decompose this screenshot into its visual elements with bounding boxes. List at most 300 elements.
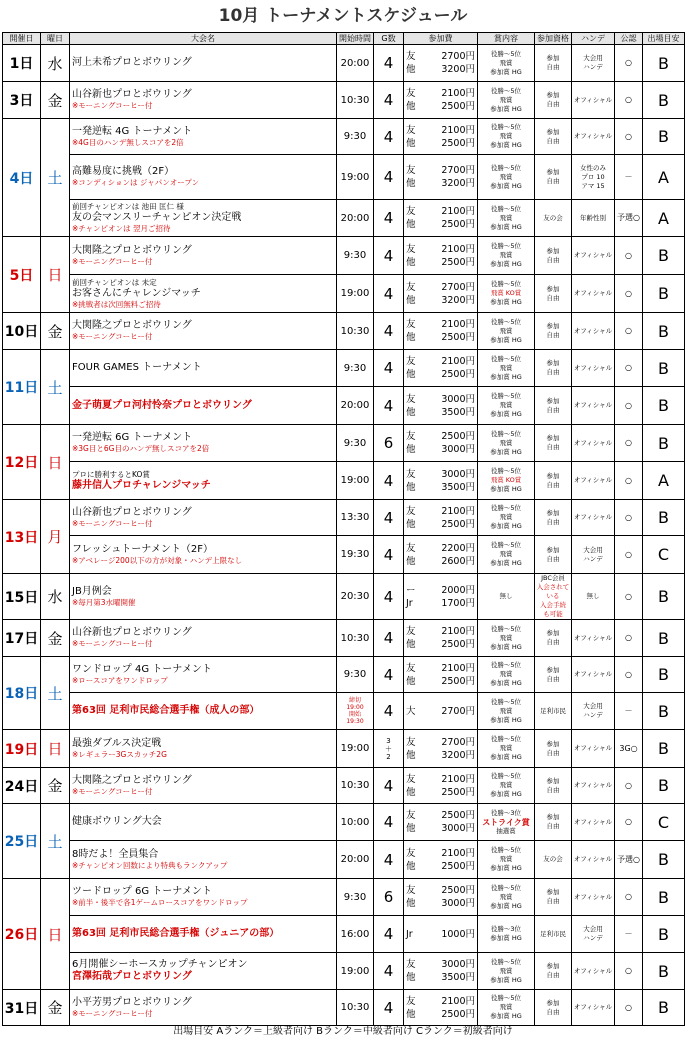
fee-amount: 3200円: [441, 749, 475, 761]
level-rank: B: [643, 350, 685, 387]
prize-line: ストライク賞: [482, 817, 530, 827]
event-name[interactable]: 小平芳男プロとボウリング: [72, 996, 192, 1008]
fee-amount: 3500円: [441, 406, 475, 418]
event-name[interactable]: 河上未希プロとボウリング: [72, 57, 192, 68]
prize: [478, 350, 535, 387]
prize-line: 役勝～5位: [490, 883, 522, 892]
level-rank: B: [643, 82, 685, 119]
event-weekday: 土: [41, 119, 70, 237]
qualification-line: 参加: [546, 434, 560, 442]
fee-amount: 2100円: [441, 505, 475, 517]
prize: [478, 768, 535, 804]
fee-amount: 3200円: [441, 64, 475, 75]
certified-mark: －: [615, 693, 643, 730]
event-name[interactable]: ワンドロップ 4G トーナメント: [72, 663, 212, 675]
event-name[interactable]: 藤井信人プロチャレンジマッチ: [72, 479, 211, 491]
qualification-line: 自由: [546, 554, 560, 563]
event-date: 12日: [3, 425, 41, 500]
fee-amount: 2700円: [441, 705, 475, 717]
prize-line: 参加賞 HG: [490, 222, 522, 231]
entry-fee: [404, 275, 478, 313]
start-time: [337, 693, 374, 730]
prize-line: 参加賞 HG: [490, 901, 522, 910]
handicap: [572, 916, 615, 953]
entry-fee: [404, 916, 478, 953]
header-handicap: ハンデ: [572, 33, 615, 45]
handicap: [572, 462, 615, 500]
event-note: ※チャンピオンは 翌月ご招待: [72, 224, 171, 233]
qualification-line: 自由: [546, 480, 560, 489]
level-rank: B: [643, 313, 685, 350]
certified-mark: ○: [615, 657, 643, 693]
qualification-line: 自由: [546, 293, 560, 302]
qualification-line: 足利市民: [540, 706, 566, 715]
event-cell[interactable]: [70, 879, 337, 916]
start-time: 9:30: [337, 425, 374, 462]
event-note: ※挑戦者は次回無料ご招待: [72, 299, 161, 309]
prize-line: 飛賞: [499, 966, 513, 975]
fee-type: 他: [406, 823, 416, 834]
level-rank: B: [643, 500, 685, 536]
certified-mark: ○: [615, 387, 643, 425]
prize-line: 飛賞: [499, 513, 513, 521]
event-cell[interactable]: [70, 45, 337, 82]
fee-amount: 2500円: [441, 256, 475, 268]
start-time: 20:00: [337, 200, 374, 237]
fee-line: [406, 555, 475, 568]
event-cell[interactable]: [70, 275, 337, 313]
header-games: G数: [374, 33, 404, 45]
start-time: 19:00: [337, 275, 374, 313]
fee-amount: 2500円: [441, 860, 475, 872]
event-note: ※アベレージ200以下の方が対象・ハンデ上限なし: [72, 555, 243, 565]
fee-line: [406, 847, 475, 860]
event-name[interactable]: 金子萌夏プロ河村怜奈プロとボウリング: [72, 399, 252, 411]
entry-fee: [404, 462, 478, 500]
start-time: 19:00: [337, 730, 374, 768]
event-note: ※前半・後半で各1ゲームロースコアをワンドロップ: [72, 898, 248, 907]
prize-line: 役勝～5位: [490, 354, 522, 363]
handicap-line: オフィシャル: [573, 363, 613, 372]
prize-line: 飛賞: [499, 670, 513, 678]
fee-amount: 2100円: [441, 847, 475, 859]
prize: [478, 462, 535, 500]
prize-line: 役勝～5位: [490, 697, 522, 706]
event-date: 24日: [3, 768, 41, 804]
game-note: 2: [386, 752, 391, 761]
prize-line: 参加賞 HG: [490, 559, 522, 567]
event-cell[interactable]: [70, 155, 337, 200]
event-cell[interactable]: [70, 620, 337, 657]
handicap: [572, 155, 615, 200]
prize: [478, 82, 535, 119]
fee-amount: 1000円: [441, 928, 475, 940]
event-weekday: 水: [41, 45, 70, 82]
event-note: ※チャンピオン回数により特典もランクアップ: [72, 860, 228, 870]
table-row: [3, 657, 685, 693]
handicap: [572, 657, 615, 693]
event-name[interactable]: 最強ダブルス決定戦: [72, 737, 162, 749]
level-rank: B: [643, 574, 685, 620]
time-note: 締切: [348, 697, 361, 704]
event-date: 1日: [3, 45, 41, 82]
qualification: [535, 620, 572, 657]
fee-line: [406, 87, 475, 100]
fee-type: 友: [406, 736, 416, 748]
handicap-line: プロ 10: [581, 172, 605, 181]
fee-amount: 2700円: [441, 281, 475, 293]
start-time: 10:30: [337, 82, 374, 119]
qualification: [535, 237, 572, 275]
table-row: [3, 879, 685, 916]
prize: [478, 990, 535, 1026]
fee-type: 他: [406, 219, 416, 230]
game-count: 4: [374, 953, 404, 990]
event-weekday: 日: [41, 237, 70, 313]
qualification: [535, 574, 572, 620]
handicap: [572, 500, 615, 536]
event-name[interactable]: 6月開催シーホースカップチャンピオン: [72, 959, 248, 970]
event-note: ※モーニングコーヒー付: [72, 1008, 153, 1018]
event-cell[interactable]: [70, 916, 337, 953]
event-date: 18日: [3, 657, 41, 730]
qualification: [535, 953, 572, 990]
qualification-line: 参加: [546, 508, 560, 517]
entry-fee: [404, 841, 478, 879]
start-time: 9:30: [337, 237, 374, 275]
time-note: 19:00: [346, 704, 364, 711]
prize: [478, 879, 535, 916]
table-row: [3, 953, 685, 990]
fee-amount: 2500円: [441, 332, 475, 343]
fee-amount: 2500円: [441, 1008, 475, 1020]
event-cell[interactable]: [70, 953, 337, 990]
fee-line: [406, 393, 475, 406]
event-cell[interactable]: [70, 804, 337, 841]
game-count: [374, 730, 404, 768]
prize-line: 参加賞 HG: [490, 298, 522, 306]
event-cell[interactable]: [70, 425, 337, 462]
level-rank: C: [643, 536, 685, 574]
level-rank: B: [643, 425, 685, 462]
start-time: 19:30: [337, 536, 374, 574]
level-rank: B: [643, 990, 685, 1026]
event-cell[interactable]: [70, 574, 337, 620]
start-time: 10:30: [337, 990, 374, 1026]
start-time: 19:00: [337, 462, 374, 500]
handicap-line: ハンデ: [583, 711, 603, 719]
certified-mark: ○: [615, 574, 643, 620]
fee-amount: 2600円: [441, 555, 475, 567]
qualification-line: 参加: [546, 665, 560, 674]
event-weekday: 土: [41, 657, 70, 730]
handicap-line: ハンデ: [583, 934, 603, 942]
table-row: [3, 350, 685, 387]
handicap: [572, 82, 615, 119]
handicap-line: オフィシャル: [573, 781, 613, 789]
event-cell[interactable]: [70, 350, 337, 387]
event-cell[interactable]: [70, 657, 337, 693]
event-cell[interactable]: [70, 841, 337, 879]
event-note: ※モーニングコーヒー付: [72, 256, 153, 266]
qualification-line: 自由: [546, 177, 560, 185]
fee-line: [406, 164, 475, 177]
event-name[interactable]: お客さんにチャレンジマッチ: [72, 287, 201, 299]
fee-line: [406, 662, 475, 675]
event-date: 4日: [3, 119, 41, 237]
event-name[interactable]: 第63回 足利市民総合選手権（ジュニアの部）: [72, 928, 280, 939]
event-cell[interactable]: [70, 536, 337, 574]
fee-line: [406, 205, 475, 218]
event-cell[interactable]: [70, 768, 337, 804]
fee-line: [406, 505, 475, 518]
qualification-line: 自由: [546, 748, 560, 757]
time-note: 開始: [348, 711, 361, 718]
start-time: 10:30: [337, 313, 374, 350]
qualification-line: 自由: [546, 674, 560, 683]
event-cell[interactable]: [70, 500, 337, 536]
fee-line: [406, 597, 475, 610]
game-count: 4: [374, 350, 404, 387]
event-cell[interactable]: [70, 82, 337, 119]
qualification-line: 自由: [546, 443, 560, 451]
event-name[interactable]: フレッシュトーナメント（2F）: [72, 543, 214, 555]
event-weekday: 金: [41, 768, 70, 804]
prize: [478, 119, 535, 155]
handicap-line: オフィシャル: [573, 670, 613, 678]
page-title: 10月 トーナメントスケジュール: [218, 6, 468, 26]
event-date: 5日: [3, 237, 41, 313]
game-count: 4: [374, 200, 404, 237]
event-name[interactable]: 山谷新也プロとボウリング: [72, 89, 192, 100]
table-row: [3, 841, 685, 879]
game-count: 4: [374, 500, 404, 536]
event-weekday: 金: [41, 620, 70, 657]
game-count: 4: [374, 155, 404, 200]
fee-type: 他: [406, 481, 416, 493]
event-name[interactable]: 8時だよ！全員集合: [72, 848, 159, 860]
fee-line: [406, 897, 475, 910]
handicap-line: オフィシャル: [573, 476, 613, 484]
prize: [478, 45, 535, 82]
prize-line: 参加賞 HG: [490, 372, 522, 381]
qualification-line: 参加: [546, 739, 560, 748]
event-note: ※ロースコアをワンドロップ: [72, 675, 168, 685]
prize-line: 飛賞: [499, 550, 513, 558]
event-cell[interactable]: [70, 237, 337, 275]
event-name[interactable]: 大関隆之プロとボウリング: [72, 244, 192, 256]
event-name[interactable]: 友の会マンスリーチャンピオン決定戦: [72, 212, 242, 223]
table-row: [3, 730, 685, 768]
qualification-line: も可能: [543, 610, 563, 618]
event-date: 11日: [3, 350, 41, 425]
game-count: 6: [374, 879, 404, 916]
game-count: 4: [374, 313, 404, 350]
fee-type: 他: [406, 137, 416, 149]
fee-amount: 2700円: [441, 51, 475, 62]
fee-type: 友: [406, 662, 416, 674]
fee-line: [406, 675, 475, 688]
fee-amount: 2000円: [441, 584, 475, 596]
fee-type: 友: [406, 995, 416, 1007]
event-weekday: 水: [41, 574, 70, 620]
event-note: ※3G目と6G目のハンデ無しスコアを2倍: [72, 444, 210, 453]
event-name[interactable]: JB月例会: [72, 585, 112, 597]
event-cell[interactable]: [70, 462, 337, 500]
table-row: [3, 387, 685, 425]
event-weekday: 月: [41, 500, 70, 574]
event-name[interactable]: 一発逆転 4G トーナメント: [72, 125, 193, 137]
fee-type: 他: [406, 1008, 416, 1020]
fee-line: [406, 368, 475, 381]
table-row: [3, 620, 685, 657]
qualification: [535, 879, 572, 916]
event-cell[interactable]: [70, 119, 337, 155]
fee-type: 友: [406, 281, 416, 293]
fee-type: 友: [406, 468, 416, 480]
qualification-line: 参加: [546, 396, 560, 405]
event-note: ※モーニングコーヒー付: [72, 332, 153, 341]
start-time: 20:00: [337, 387, 374, 425]
prize-line: 飛賞: [499, 326, 513, 335]
fee-amount: 2500円: [441, 369, 475, 380]
event-weekday: 金: [41, 990, 70, 1026]
handicap-line: オフィシャル: [573, 326, 613, 335]
event-name[interactable]: ツードロップ 6G トーナメント: [72, 886, 212, 897]
prize-line: 無し: [499, 592, 513, 600]
handicap-line: オフィシャル: [573, 855, 613, 863]
handicap-line: ハンデ: [583, 554, 603, 563]
fee-amount: 2100円: [441, 356, 475, 367]
handicap-line: オフィシャル: [573, 744, 613, 752]
fee-line: [406, 518, 475, 531]
fee-type: 友: [406, 356, 416, 367]
entry-fee: [404, 620, 478, 657]
qualification: [535, 200, 572, 237]
handicap-line: アマ 15: [581, 181, 605, 190]
game-count: 4: [374, 462, 404, 500]
event-name[interactable]: 大関隆之プロとボウリング: [72, 774, 192, 786]
fee-amount: 3000円: [441, 468, 475, 480]
event-name[interactable]: 大関隆之プロとボウリング: [72, 320, 192, 331]
fee-line: [406, 218, 475, 231]
event-name[interactable]: 山谷新也プロとボウリング: [72, 627, 192, 638]
handicap-line: 無し: [586, 592, 600, 600]
level-rank: B: [643, 841, 685, 879]
event-name[interactable]: 山谷新也プロとボウリング: [72, 506, 192, 518]
event-name[interactable]: 一発逆転 6G トーナメント: [72, 432, 193, 443]
event-name[interactable]: 第63回 足利市民総合選手権（成人の部）: [72, 705, 260, 716]
fee-line: [406, 63, 475, 76]
event-weekday: 金: [41, 313, 70, 350]
qualification-line: 参加: [546, 54, 560, 62]
qualification-line: 友の会: [543, 855, 563, 863]
event-cell[interactable]: [70, 990, 337, 1026]
fee-amount: 2500円: [441, 675, 475, 687]
fee-line: [406, 177, 475, 190]
entry-fee: [404, 693, 478, 730]
event-note: ※コンディションは ジャパンオープン: [72, 178, 200, 187]
qualification: [535, 425, 572, 462]
handicap-line: オフィシャル: [573, 251, 613, 259]
table-row: [3, 155, 685, 200]
event-cell[interactable]: [70, 730, 337, 768]
event-name[interactable]: 健康ボウリング大会: [72, 816, 162, 827]
header-dow: 曜日: [41, 33, 70, 45]
game-count: 4: [374, 804, 404, 841]
entry-fee: [404, 768, 478, 804]
qualification: [535, 82, 572, 119]
event-cell[interactable]: [70, 200, 337, 237]
event-cell[interactable]: [70, 693, 337, 730]
event-note: ※モーニングコーヒー付: [72, 518, 153, 528]
entry-fee: [404, 45, 478, 82]
entry-fee: [404, 82, 478, 119]
handicap-line: ハンデ: [583, 63, 603, 71]
fee-line: [406, 625, 475, 638]
event-note: 前回チャンピオンは 池田 匡仁 様: [72, 202, 184, 211]
fee-type: 他: [406, 639, 416, 650]
header-time: 開始時間: [337, 33, 374, 45]
header-event: 大会名: [70, 33, 337, 45]
prize-line: 役勝～5位: [490, 957, 522, 966]
start-time: 20:30: [337, 574, 374, 620]
prize-line: 役勝～5位: [490, 504, 522, 512]
qualification: [535, 693, 572, 730]
start-time: 10:30: [337, 620, 374, 657]
event-date: 31日: [3, 990, 41, 1026]
qualification: [535, 500, 572, 536]
fee-line: [406, 256, 475, 269]
handicap: [572, 841, 615, 879]
fee-line: [406, 773, 475, 786]
game-count: 4: [374, 990, 404, 1026]
fee-line: [406, 860, 475, 873]
fee-type: 大: [406, 705, 416, 717]
event-cell[interactable]: [70, 313, 337, 350]
prize-line: 飛賞: [499, 781, 513, 789]
schedule-table: [2, 32, 685, 1026]
prize-line: 飛賞: [499, 1003, 513, 1011]
prize: [478, 536, 535, 574]
fee-type: 友: [406, 393, 416, 405]
handicap: [572, 200, 615, 237]
handicap: [572, 768, 615, 804]
event-name[interactable]: 高難易度に挑戦（2F）: [72, 166, 175, 177]
fee-type: 他: [406, 972, 416, 983]
prize-line: 役勝～5位: [490, 467, 522, 475]
game-count: 4: [374, 237, 404, 275]
fee-line: [406, 705, 475, 718]
event-cell[interactable]: [70, 387, 337, 425]
table-row: [3, 990, 685, 1026]
prize: [478, 574, 535, 620]
certified-mark: ○: [615, 768, 643, 804]
prize: [478, 425, 535, 462]
event-note: ※4G目のハンデ無しスコアを2倍: [72, 137, 184, 147]
certified-mark: ○: [615, 879, 643, 916]
handicap-line: オフィシャル: [573, 966, 613, 975]
fee-amount: 2100円: [441, 319, 475, 330]
prize-line: 飛賞: [499, 251, 513, 259]
game-count: 4: [374, 536, 404, 574]
prize-line: 参加賞 HG: [490, 642, 522, 651]
qualification-line: 自由: [546, 136, 560, 145]
level-rank: B: [643, 879, 685, 916]
event-name[interactable]: FOUR GAMES トーナメント: [72, 362, 202, 373]
qualification-line: 参加: [546, 284, 560, 293]
prize-line: 参加賞 HG: [490, 934, 522, 942]
